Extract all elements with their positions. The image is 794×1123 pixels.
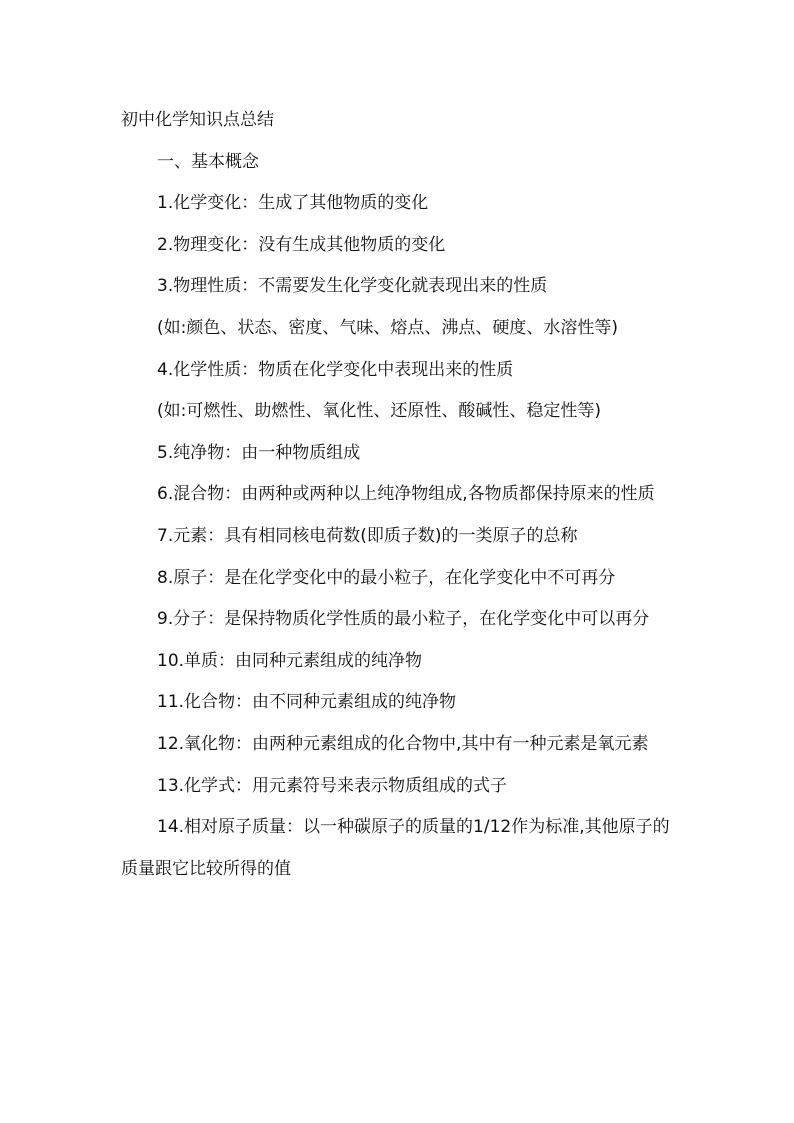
document-body <box>121 100 676 890</box>
definition-physical-property: 3.物理性质：不需要发生化学变化就表现出来的性质 <box>157 276 548 297</box>
definition-molecule: 9.分子：是保持物质化学性质的最小粒子，在化学变化中可以再分 <box>157 609 650 630</box>
definition-pure-substance: 5.纯净物：由一种物质组成 <box>157 442 361 463</box>
section-heading: 一、基本概念 <box>157 151 259 172</box>
definition-compound: 11.化合物：由不同种元素组成的纯净物 <box>157 692 457 713</box>
definition-chemical-formula: 13.化学式：用元素符号来表示物质组成的式子 <box>157 775 508 796</box>
definition-simple-substance: 10.单质：由同种元素组成的纯净物 <box>157 650 423 671</box>
definition-physical-change: 2.物理变化：没有生成其他物质的变化 <box>157 234 446 255</box>
chemical-property-examples: (如:可燃性、助燃性、氧化性、还原性、酸碱性、稳定性等) <box>157 401 601 422</box>
definition-chemical-property: 4.化学性质：物质在化学变化中表现出来的性质 <box>157 359 514 380</box>
definition-element: 7.元素：具有相同核电荷数(即质子数)的一类原子的总称 <box>157 525 578 546</box>
physical-property-examples: (如:颜色、状态、密度、气味、熔点、沸点、硬度、水溶性等) <box>157 317 618 338</box>
definition-oxide: 12.氧化物：由两种元素组成的化合物中,其中有一种元素是氧元素 <box>157 733 649 754</box>
definition-relative-atomic-mass: 14.相对原子质量：以一种碳原子的质量的1/12作为标准,其他原子的质量跟它比较所得的值 <box>121 817 670 879</box>
definition-mixture: 6.混合物：由两种或两种以上纯净物组成,各物质都保持原来的性质 <box>157 484 655 505</box>
definition-chemical-change: 1.化学变化：生成了其他物质的变化 <box>157 193 429 214</box>
definition-atom: 8.原子：是在化学变化中的最小粒子，在化学变化中不可再分 <box>157 567 616 588</box>
document-title: 初中化学知识点总结 <box>121 110 274 130</box>
